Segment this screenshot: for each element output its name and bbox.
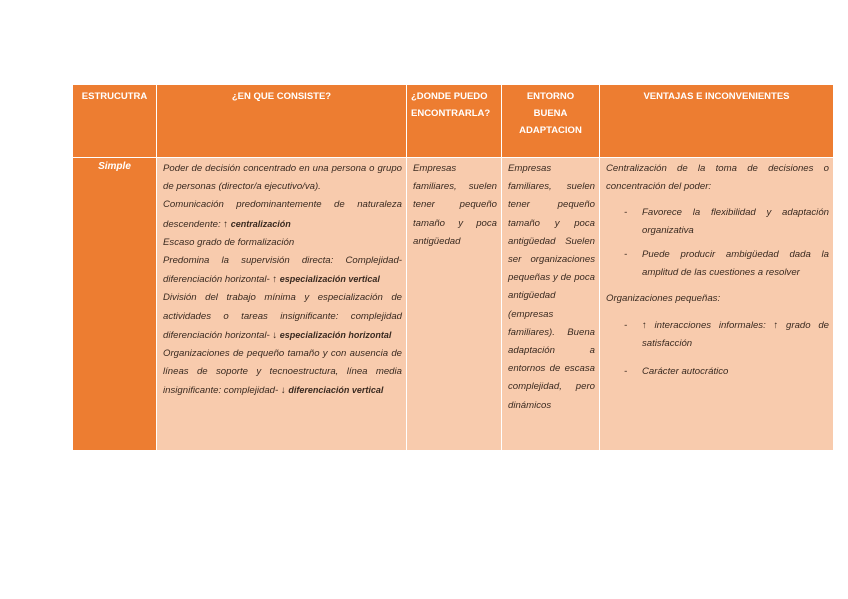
- list-item: - Puede producir ambigüedad dada la amplitud de las cuestiones a resolver: [624, 246, 829, 282]
- entorno-text: Empresas familiares, suelen tener pequeño tamaño y poca antigüedad Suelen ser organizaciones pequeñas y de poca antigüedad (empresas familiares). Buena adaptación a entornos de escasa complejidad, pero dinámicos: [508, 163, 595, 411]
- header-estructura: ESTRUCUTRA: [73, 85, 157, 158]
- donde-text: Empresas familiares, suelen tener pequeño tamaño y poca antigüedad: [413, 163, 497, 247]
- ventajas-cell: [600, 158, 834, 451]
- consiste-line: Poder de decisión concentrado en una persona o grupo de personas (director/a ejecutivo/va).: [163, 163, 402, 193]
- entorno-cell: [502, 158, 600, 451]
- header-consiste: ¿EN QUE CONSISTE?: [157, 85, 407, 158]
- header-entorno: ENTORNO BUENA ADAPTACION: [502, 85, 600, 158]
- ventajas-intro: Centralización de la toma de decisiones o concentración del poder:: [606, 163, 829, 193]
- consiste-cell: [157, 158, 407, 451]
- list-item: - ↑ interacciones informales: ↑ grado de satisfacción: [624, 317, 829, 353]
- donde-cell: [407, 158, 502, 451]
- header-ventajas: VENTAJAS E INCONVENIENTES: [600, 85, 834, 158]
- list-item: - Carácter autocrático: [624, 363, 829, 381]
- structure-table: [72, 84, 834, 451]
- row-name-cell: [73, 158, 157, 451]
- row-name: Simple: [98, 161, 131, 172]
- consiste-line: División del trabajo mínima y especialización de actividades o tareas insignificante: complejidad diferenciación horizontal- ↓ especialización horizontal: [163, 292, 402, 341]
- list-item: - Favorece la flexibilidad y adaptación organizativa: [624, 204, 829, 240]
- ventajas-list-2: [606, 317, 829, 381]
- consiste-line: Organizaciones de pequeño tamaño y con ausencia de líneas de soporte y tecnoestructura, línea media insignificante: complejidad- ↓ diferenciación vertical: [163, 348, 402, 397]
- consiste-line: Predomina la supervisión directa: Complejidad-diferenciación horizontal- ↑ especialización vertical: [163, 255, 402, 286]
- consiste-line: Comunicación predominantemente de naturaleza descendente: ↑ centralización: [163, 199, 402, 230]
- header-row: [73, 85, 834, 158]
- header-donde: ¿DONDE PUEDO ENCONTRARLA?: [407, 85, 502, 158]
- table-row: [73, 158, 834, 451]
- ventajas-list: [606, 204, 829, 282]
- ventajas-sub: Organizaciones pequeñas:: [606, 293, 721, 305]
- consiste-line: Escaso grado de formalización: [163, 236, 295, 248]
